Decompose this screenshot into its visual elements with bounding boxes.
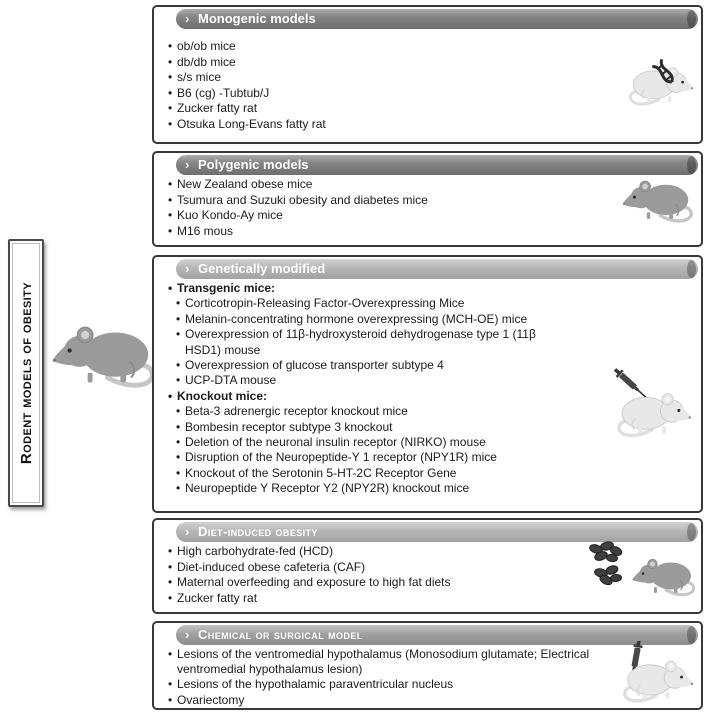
- food-pellets-icon: [587, 540, 631, 590]
- chevron-right-icon: ›: [185, 11, 190, 26]
- mouse-with-syringe-icon: [607, 363, 693, 439]
- chevron-right-icon: ›: [185, 524, 190, 539]
- list-item: • High carbohydrate-fed (HCD): [168, 544, 583, 560]
- list-item: • Otsuka Long-Evans fatty rat: [168, 117, 617, 133]
- list-item: • Overexpression of glucose transporter subtype 4: [176, 358, 573, 373]
- list-item: • Tsumura and Suzuki obesity and diabetes mice: [168, 193, 609, 209]
- list-item: • Diet-induced obese cafeteria (CAF): [168, 560, 583, 576]
- gray-mouse-icon: [631, 552, 697, 598]
- panel-title: Diet-induced obesity: [198, 524, 318, 539]
- mouse-with-vertical-syringe-icon: [615, 641, 695, 705]
- list-item: • Disruption of the Neuropeptide-Y 1 receptor (NPY1R) mice: [176, 450, 573, 465]
- model-list: [168, 647, 645, 708]
- list-item: • Bombesin receptor subtype 3 knockout: [176, 420, 573, 435]
- chevron-right-icon: ›: [185, 157, 190, 172]
- list-item: • B6 (cg) -Tubtub/J: [168, 86, 617, 102]
- panel-header-genetically-modified: [176, 259, 698, 279]
- list-item: • Maternal overfeeding and exposure to high fat diets: [168, 575, 583, 591]
- panel-diet-induced-obesity: [152, 518, 703, 614]
- light-mouse-icon: [621, 653, 695, 705]
- panel-polygenic-models: [152, 151, 703, 247]
- mouse-with-dna-icon: [623, 53, 695, 107]
- list-item: • Transgenic mice:: [168, 281, 573, 296]
- model-list: [168, 281, 573, 497]
- list-item: • Corticotropin-Releasing Factor-Overexpressing Mice: [176, 296, 573, 311]
- list-item: • Zucker fatty rat: [168, 591, 583, 607]
- list-item: • Ovariectomy: [168, 693, 645, 708]
- list-item: • UCP-DTA mouse: [176, 373, 573, 388]
- panel-header-monogenic: [176, 9, 698, 29]
- list-item: • Zucker fatty rat: [168, 101, 617, 117]
- panel-chemical-or-surgical-model: [152, 621, 703, 710]
- list-item: • Kuo Kondo-Ay mice: [168, 208, 609, 224]
- model-list: [168, 177, 609, 239]
- list-item: • Lesions of the hypothalamic paraventricular nucleus: [168, 677, 645, 692]
- list-item: • Melanin-concentrating hormone overexpressing (MCH-OE) mice: [176, 312, 573, 327]
- panel-title: Polygenic models: [198, 157, 309, 172]
- list-item: • db/db mice: [168, 55, 617, 71]
- gray-mouse-icon: [619, 167, 695, 225]
- panel-genetically-modified: [152, 255, 703, 513]
- chevron-right-icon: ›: [185, 261, 190, 276]
- list-item: • Beta-3 adrenergic receptor knockout mice: [176, 404, 573, 419]
- list-item: • New Zealand obese mice: [168, 177, 609, 193]
- list-item: • Overexpression of 11β-hydroxysteroid dehydrogenase type 1 (11β HSD1) mouse: [176, 327, 573, 358]
- chevron-right-icon: ›: [185, 627, 190, 642]
- mouse-with-food-pellets-icon: [587, 536, 697, 598]
- list-item: • s/s mice: [168, 70, 617, 86]
- list-item: • Neuropeptide Y Receptor Y2 (NPY2R) knockout mice: [176, 481, 573, 496]
- list-item: • ob/ob mice: [168, 39, 617, 55]
- panel-title: Chemical or surgical model: [198, 627, 363, 642]
- list-item: • M16 mous: [168, 224, 609, 240]
- light-mouse-icon: [615, 385, 693, 439]
- panel-title: Genetically modified: [198, 261, 326, 276]
- side-title-box: [8, 239, 44, 507]
- gray-mouse-icon: [621, 173, 695, 225]
- figure-title: Rodent models of obesity: [17, 281, 35, 465]
- list-item: • Knockout mice:: [168, 389, 573, 404]
- list-item: • Deletion of the neuronal insulin receptor (NIRKO) mouse: [176, 435, 573, 450]
- list-item: • Knockout of the Serotonin 5-HT-2C Receptor Gene: [176, 466, 573, 481]
- panel-monogenic-models: [152, 5, 703, 144]
- list-item: • Lesions of the ventromedial hypothalamus (Monosodium glutamate; Electrical ventromedial hypothalamus lesion): [168, 647, 645, 677]
- panel-title: Monogenic models: [198, 11, 316, 26]
- model-list: [168, 39, 617, 133]
- big-mouse-illustration-icon: [50, 314, 158, 392]
- dna-helix-icon: [623, 53, 695, 107]
- model-list: [168, 544, 583, 606]
